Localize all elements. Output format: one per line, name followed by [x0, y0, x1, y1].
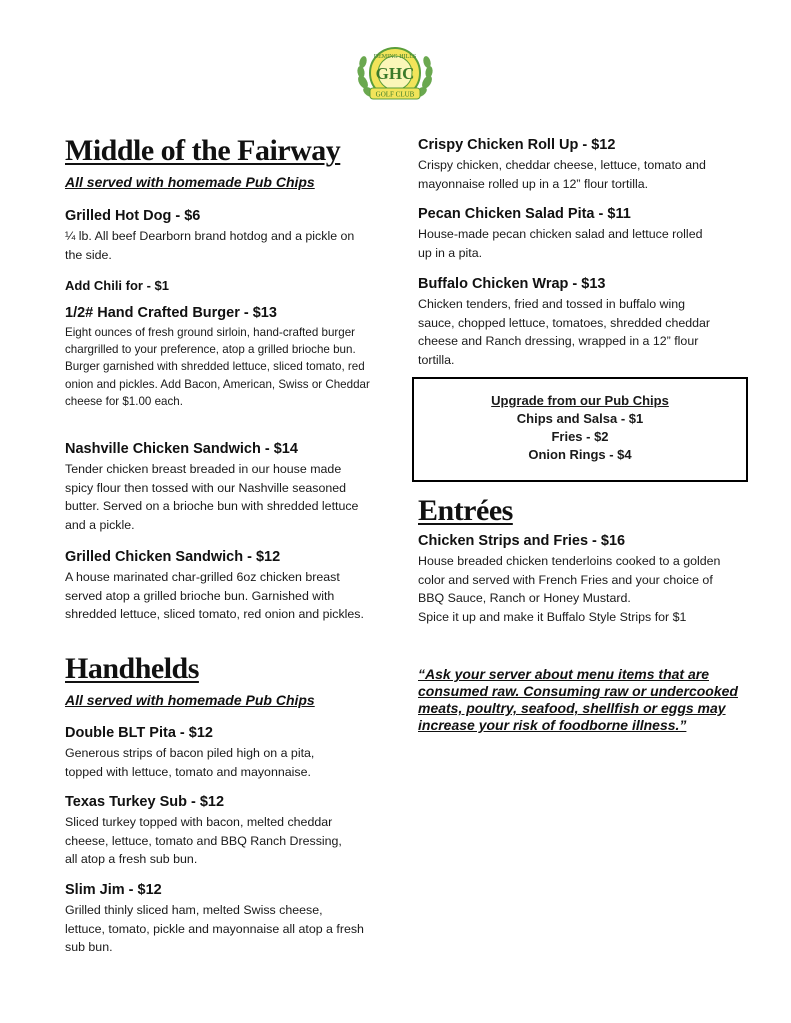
logo-monogram: GHC — [375, 64, 415, 83]
menu-item — [65, 305, 370, 410]
menu-item — [65, 794, 355, 869]
item-name: Nashville Chicken Sandwich - $14 — [65, 441, 298, 457]
item-name: Buffalo Chicken Wrap - $13 — [418, 276, 606, 292]
item-description: Generous strips of bacon piled high on a pita, topped with lettuce, tomato and mayonnaise. — [65, 746, 315, 779]
addon-line: Add Chili for - $1 — [65, 278, 169, 293]
section-title-fairway: Middle of the Fairway — [65, 134, 341, 167]
item-name: Pecan Chicken Salad Pita - $11 — [418, 206, 631, 222]
raw-food-notice: “Ask your server about menu items that are consumed raw. Consuming raw or undercooked meats, poultry, seafood, shellfish or eggs may increase your risk of foodborne illness.” — [418, 666, 738, 733]
upgrade-line: Chips and Salsa - $1 — [516, 411, 644, 426]
item-name: Grilled Chicken Sandwich - $12 — [65, 549, 281, 565]
item-name: 1/2# Hand Crafted Burger - $13 — [65, 305, 277, 321]
item-name: Double BLT Pita - $12 — [65, 725, 213, 741]
item-description: House-made pecan chicken salad and lettuce rolled up in a pita. — [418, 227, 703, 260]
section-subtitle-handhelds: All served with homemade Pub Chips — [65, 692, 315, 708]
upgrade-heading: Upgrade from our Pub Chips — [491, 393, 669, 408]
upgrade-line: Onion Rings - $4 — [528, 447, 632, 462]
item-description: Eight ounces of fresh ground sirloin, hand-crafted burger chargrilled to your preference, atop a grilled brioche bun. Burger garnished with shredded lettuce, sliced tomato, red onion and pickles. Add Bacon, American, Swiss or Cheddar cheese for $1.00 each. — [65, 326, 370, 408]
menu-item — [65, 549, 375, 624]
item-description: Tender chicken breast breaded in our house made spicy flour then tossed with our Nashville seasoned butter. Served on a brioche bun with shredded lettuce and a pickle. — [65, 462, 359, 532]
upgrade-line: Fries - $2 — [551, 429, 609, 444]
item-description: House breaded chicken tenderloins cooked to a golden color and served with French Fries and your choice of BBQ Sauce, Ranch or Honey Mustard. — [418, 554, 721, 606]
menu-item — [418, 533, 738, 626]
item-name: Texas Turkey Sub - $12 — [65, 794, 225, 810]
item-name: Chicken Strips and Fries - $16 — [418, 533, 626, 549]
item-description: Sliced turkey topped with bacon, melted cheddar cheese, lettuce, tomato and BBQ Ranch Dressing, all atop a fresh sub bun. — [65, 815, 342, 867]
item-name: Grilled Hot Dog - $6 — [65, 208, 201, 224]
section-title-entrees: Entrées — [418, 494, 513, 527]
item-description: ¼ lb. All beef Dearborn brand hotdog and a pickle on the side. — [65, 229, 355, 262]
menu-item — [65, 208, 355, 264]
item-name: Crispy Chicken Roll Up - $12 — [418, 137, 616, 153]
menu-item — [65, 725, 355, 781]
menu-item — [418, 276, 718, 369]
upgrade-box — [412, 377, 748, 482]
item-name: Slim Jim - $12 — [65, 882, 162, 898]
menu-item — [418, 206, 718, 262]
logo-ring-text: DEMING HILLS — [373, 54, 417, 60]
golf-club-logo — [355, 44, 435, 106]
item-description: A house marinated char-grilled 6oz chicken breast served atop a grilled brioche bun. Garnished with shredded lettuce, sliced tomato, red onion and pickles. — [65, 570, 364, 622]
menu-item — [65, 882, 365, 957]
menu-item — [418, 137, 728, 193]
item-description: Chicken tenders, fried and tossed in buffalo wing sauce, chopped lettuce, tomatoes, shredded cheddar cheese and Ranch dressing, wrapped in a 12” flour tortilla. — [418, 297, 711, 367]
menu-item — [65, 441, 370, 534]
item-description: Grilled thinly sliced ham, melted Swiss cheese, lettuce, tomato, pickle and mayonnaise all atop a fresh sub bun. — [65, 903, 364, 955]
item-extra: Spice it up and make it Buffalo Style Strips for $1 — [418, 609, 687, 624]
item-description: Crispy chicken, cheddar cheese, lettuce, tomato and mayonnaise rolled up in a 12” flour tortilla. — [418, 158, 706, 191]
section-subtitle-fairway: All served with homemade Pub Chips — [65, 174, 315, 190]
section-title-handhelds: Handhelds — [65, 652, 199, 685]
logo-banner: GOLF CLUB — [375, 90, 415, 99]
